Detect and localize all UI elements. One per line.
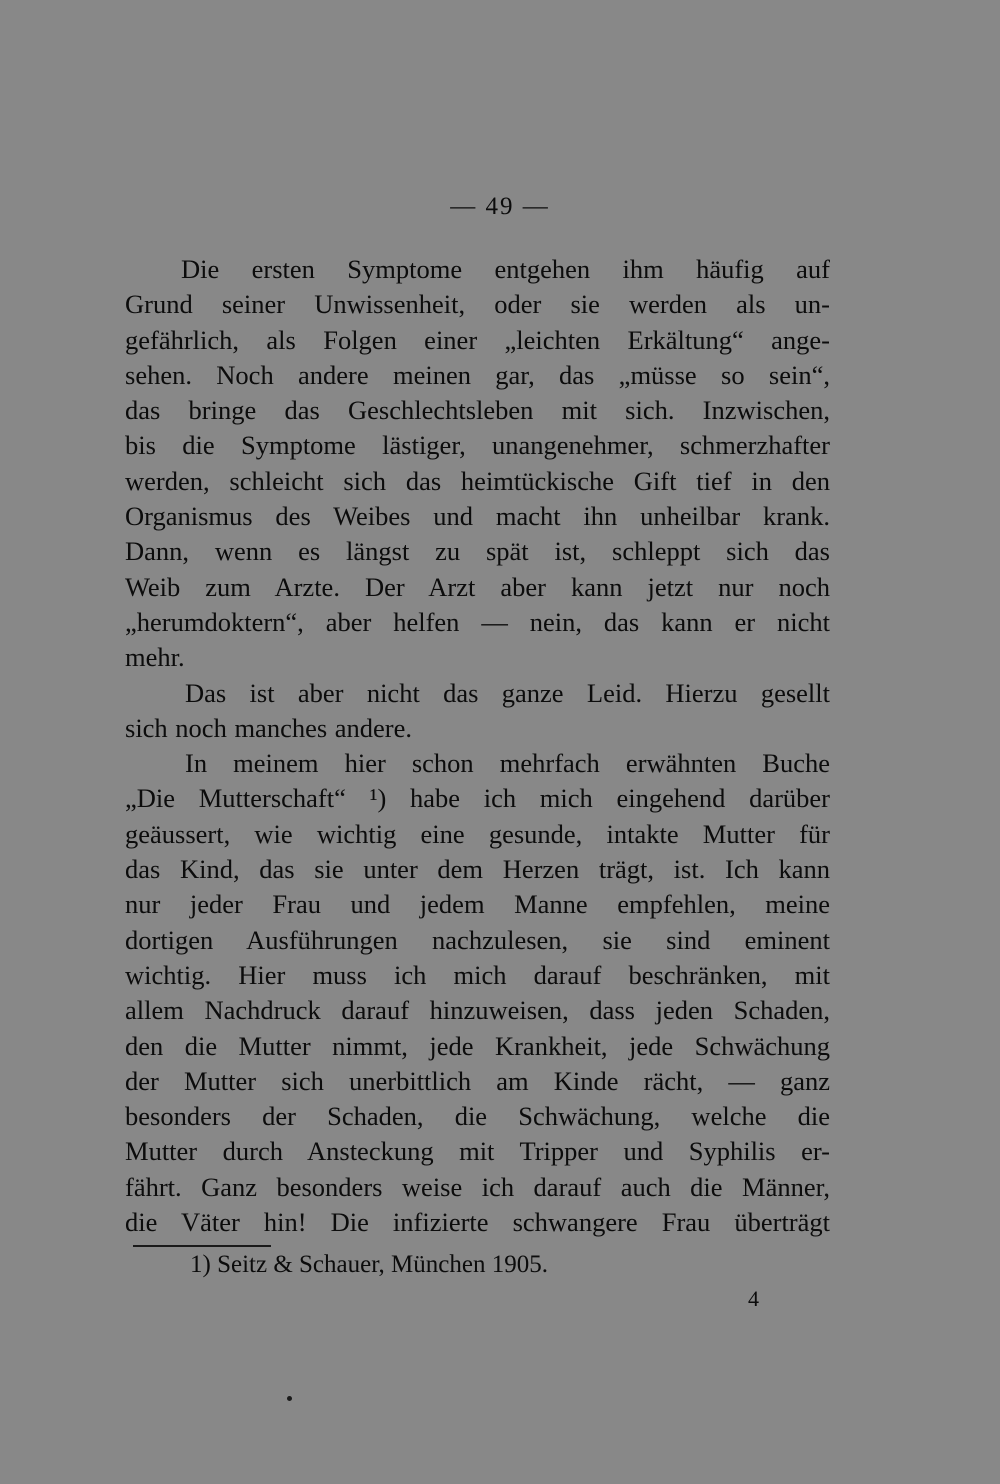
- text-line: Mutter durch Ansteckung mit Tripper und Syphilis er-: [125, 1136, 830, 1167]
- signature-mark: 4: [748, 1286, 759, 1311]
- text-line: die Väter hin! Die infizierte schwangere Frau überträgt: [125, 1207, 830, 1238]
- text-line: Grund seiner Unwissenheit, oder sie werden als un-: [125, 289, 830, 320]
- text-line: Organismus des Weibes und macht ihn unheilbar krank.: [125, 501, 830, 532]
- text-line: das bringe das Geschlechtsleben mit sich. Inzwischen,: [125, 395, 830, 426]
- text-line: dortigen Ausführungen nachzulesen, sie sind eminent: [125, 924, 830, 955]
- text-line: Die ersten Symptome entgehen ihm häufig auf: [181, 254, 830, 284]
- text-line: geäussert, wie wichtig eine gesunde, intakte Mutter für: [125, 818, 830, 849]
- text-line: In meinem hier schon mehrfach erwähnten Buche: [185, 748, 830, 779]
- text-line: das Kind, das sie unter dem Herzen trägt, ist. Ich kann: [125, 854, 830, 885]
- page-number: — 49 —: [450, 193, 550, 220]
- text-line: mehr.: [125, 642, 185, 673]
- text-line: sich noch manches andere.: [125, 712, 413, 743]
- text-line: Weib zum Arzte. Der Arzt aber kann jetzt nur noch: [125, 571, 830, 602]
- text-line: Das ist aber nicht das ganze Leid. Hierzu gesellt: [185, 677, 830, 708]
- text-line: „herumdoktern“, aber helfen — nein, das kann er nicht: [125, 606, 830, 637]
- text-line: gefährlich, als Folgen einer „leichten Erkältung“ ange-: [125, 324, 830, 355]
- text-line: der Mutter sich unerbittlich am Kinde rächt, — ganz: [125, 1065, 830, 1096]
- text-line: Dann, wenn es längst zu spät ist, schleppt sich das: [125, 536, 830, 567]
- text-line: nur jeder Frau und jedem Manne empfehlen, meine: [125, 889, 830, 920]
- text-line: werden, schleicht sich das heimtückische Gift tief in den: [125, 465, 830, 496]
- text-line: besonders der Schaden, die Schwächung, welche die: [125, 1101, 830, 1132]
- text-line: allem Nachdruck darauf hinzuweisen, dass jeden Schaden,: [125, 995, 830, 1026]
- text-line: bis die Symptome lästiger, unangenehmer, schmerzhafter: [125, 430, 830, 461]
- text-line: „Die Mutterschaft“ ¹) habe ich mich eingehend darüber: [125, 783, 830, 814]
- text-line: fährt. Ganz besonders weise ich darauf auch die Männer,: [125, 1171, 830, 1202]
- footnote-divider: [133, 1245, 271, 1247]
- body-text: [125, 252, 830, 1240]
- text-line: sehen. Noch andere meinen gar, das „müsse so sein“,: [125, 359, 830, 390]
- footnote: 1) Seitz & Schauer, München 1905.: [190, 1251, 548, 1278]
- ink-speck: [287, 1396, 292, 1401]
- text-line: den die Mutter nimmt, jede Krankheit, jede Schwächung: [125, 1030, 830, 1061]
- text-line: wichtig. Hier muss ich mich darauf beschränken, mit: [125, 959, 830, 990]
